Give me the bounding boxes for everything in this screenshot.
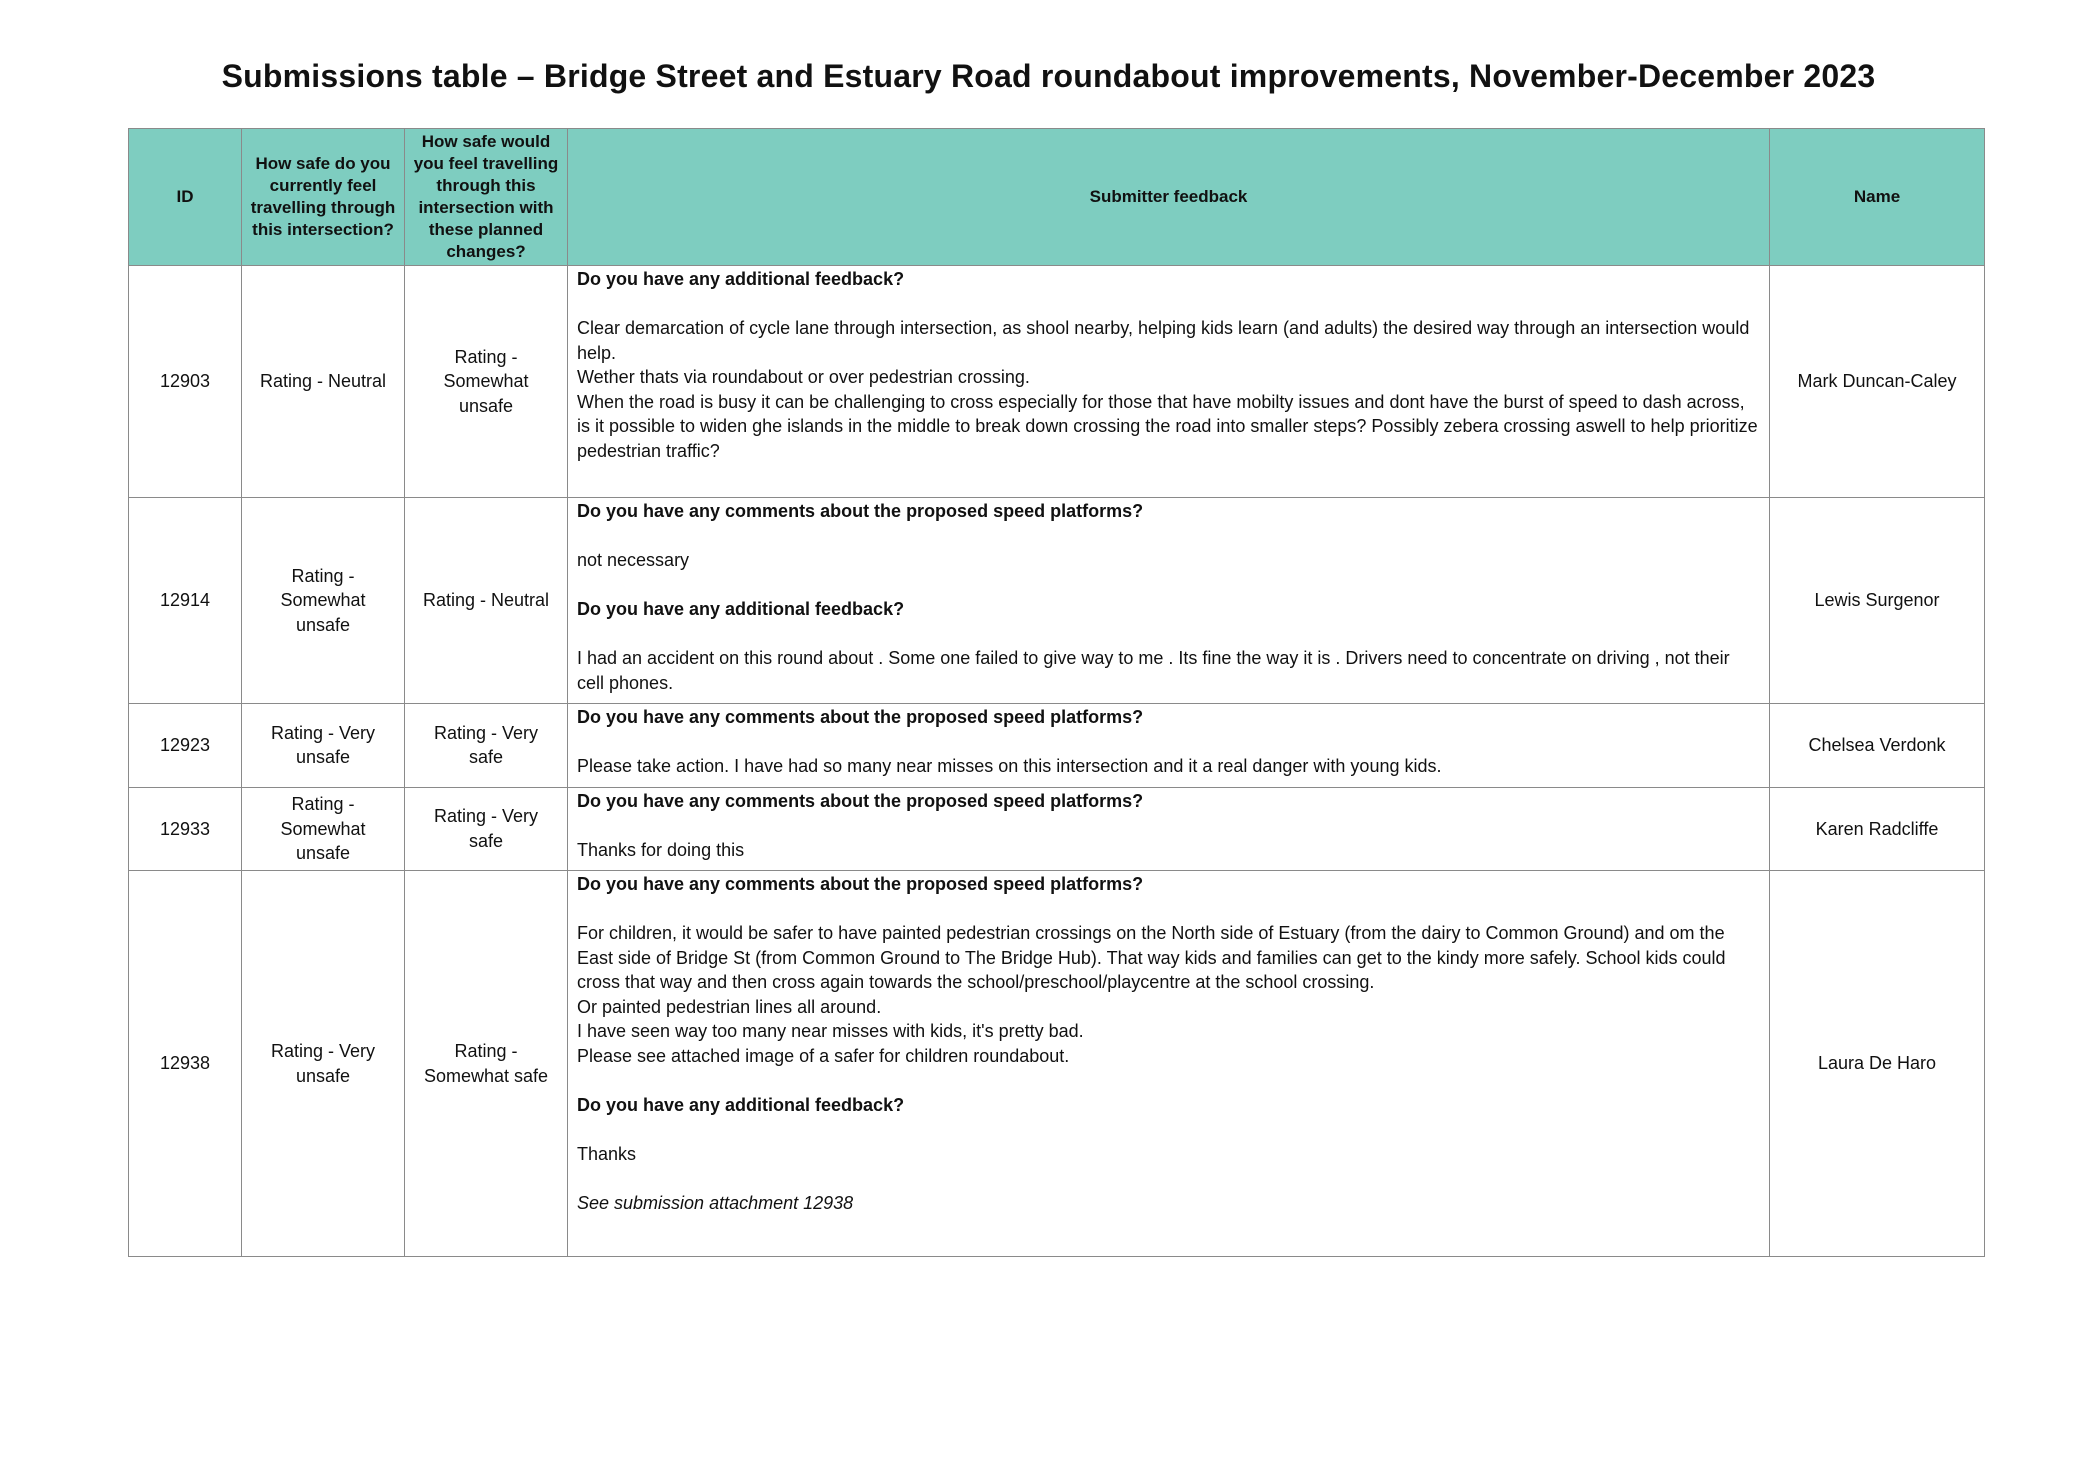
submission-id: 12914 bbox=[129, 498, 242, 704]
table-row bbox=[129, 266, 1985, 498]
feedback-question: Do you have any comments about the proposed speed platforms? bbox=[577, 501, 1144, 521]
feedback-answer: Thanks for doing this bbox=[577, 839, 745, 860]
planned-safety-rating: Rating - Very safe bbox=[405, 704, 568, 788]
submitter-feedback bbox=[568, 266, 1770, 498]
planned-safety-rating: Rating - Neutral bbox=[405, 498, 568, 704]
current-safety-rating: Rating - Very unsafe bbox=[242, 704, 405, 788]
attachment-note: See submission attachment 12938 bbox=[577, 1192, 854, 1213]
current-safety-rating: Rating - Neutral bbox=[242, 266, 405, 498]
column-header-id: ID bbox=[129, 129, 242, 266]
feedback-question: Do you have any additional feedback? bbox=[577, 269, 905, 289]
table-header-row bbox=[129, 129, 1985, 266]
submissions-table bbox=[128, 128, 1985, 1257]
table-row bbox=[129, 871, 1985, 1257]
submission-id: 12938 bbox=[129, 871, 242, 1257]
current-safety-rating: Rating - Very unsafe bbox=[242, 871, 405, 1257]
feedback-answer: For children, it would be safer to have painted pedestrian crossings on the North side of Estuary (from the dairy to Common Ground) and om the East side of Bridge St (from Common Ground to The Bridge Hub). That way kids and families can get to the kindy more safely. School kids could cross that way and then cross again towards the school/preschool/playcentre at the school crossing. Or painted pedestrian lines all around. I have seen way too many near misses with kids, it's pretty bad. Please see attached image of a safer for children roundabout. bbox=[577, 923, 1726, 1066]
table-row bbox=[129, 498, 1985, 704]
column-header-feedback: Submitter feedback bbox=[568, 129, 1770, 266]
current-safety-rating: Rating - Somewhat unsafe bbox=[242, 787, 405, 871]
submitter-name: Chelsea Verdonk bbox=[1770, 704, 1985, 788]
submission-id: 12903 bbox=[129, 266, 242, 498]
submitter-name: Lewis Surgenor bbox=[1770, 498, 1985, 704]
submission-id: 12923 bbox=[129, 704, 242, 788]
feedback-question: Do you have any comments about the proposed speed platforms? bbox=[577, 790, 1144, 811]
feedback-answer: I had an accident on this round about . Some one failed to give way to me . Its fine the way it is . Drivers need to concentrate on driving , not their cell phones. bbox=[577, 648, 1730, 693]
submitter-feedback bbox=[568, 704, 1770, 788]
feedback-question: Do you have any additional feedback? bbox=[577, 1094, 905, 1115]
feedback-answer: Thanks bbox=[577, 1143, 637, 1164]
feedback-answer: Clear demarcation of cycle lane through intersection, as shool nearby, helping kids learn (and adults) the desired way through an intersection would help. Wether thats via roundabout or over pedestrian crossing. When the road is busy it can be challenging to cross especially for those that have mobilty issues and dont have the burst of speed to dash across, is it possible to widen ghe islands in the middle to break down crossing the road into smaller steps? Possibly zebera crossing aswell to help prioritize pedestrian traffic? bbox=[577, 318, 1758, 461]
column-header-planned-safety: How safe would you feel travelling through this intersection with these planned changes? bbox=[405, 129, 568, 266]
submitter-feedback bbox=[568, 498, 1770, 704]
submitter-name: Mark Duncan-Caley bbox=[1770, 266, 1985, 498]
feedback-question: Do you have any comments about the proposed speed platforms? bbox=[577, 874, 1144, 894]
column-header-current-safety: How safe do you currently feel travelling through this intersection? bbox=[242, 129, 405, 266]
current-safety-rating: Rating - Somewhat unsafe bbox=[242, 498, 405, 704]
table-row bbox=[129, 704, 1985, 788]
planned-safety-rating: Rating - Somewhat unsafe bbox=[405, 266, 568, 498]
planned-safety-rating: Rating - Very safe bbox=[405, 787, 568, 871]
feedback-question: Do you have any additional feedback? bbox=[577, 599, 905, 619]
feedback-answer: not necessary bbox=[577, 550, 690, 570]
feedback-question: Do you have any comments about the proposed speed platforms? bbox=[577, 707, 1144, 727]
submitter-name: Karen Radcliffe bbox=[1770, 787, 1985, 871]
submitter-name: Laura De Haro bbox=[1770, 871, 1985, 1257]
planned-safety-rating: Rating - Somewhat safe bbox=[405, 871, 568, 1257]
table-row bbox=[129, 787, 1985, 871]
page-title: Submissions table – Bridge Street and Estuary Road roundabout improvements, November-December 2023 bbox=[221, 58, 1876, 94]
feedback-answer: Please take action. I have had so many near misses on this intersection and it a real danger with young kids. bbox=[577, 756, 1442, 776]
submitter-feedback bbox=[568, 871, 1770, 1257]
column-header-name: Name bbox=[1770, 129, 1985, 266]
submitter-feedback bbox=[568, 787, 1770, 871]
submission-id: 12933 bbox=[129, 787, 242, 871]
